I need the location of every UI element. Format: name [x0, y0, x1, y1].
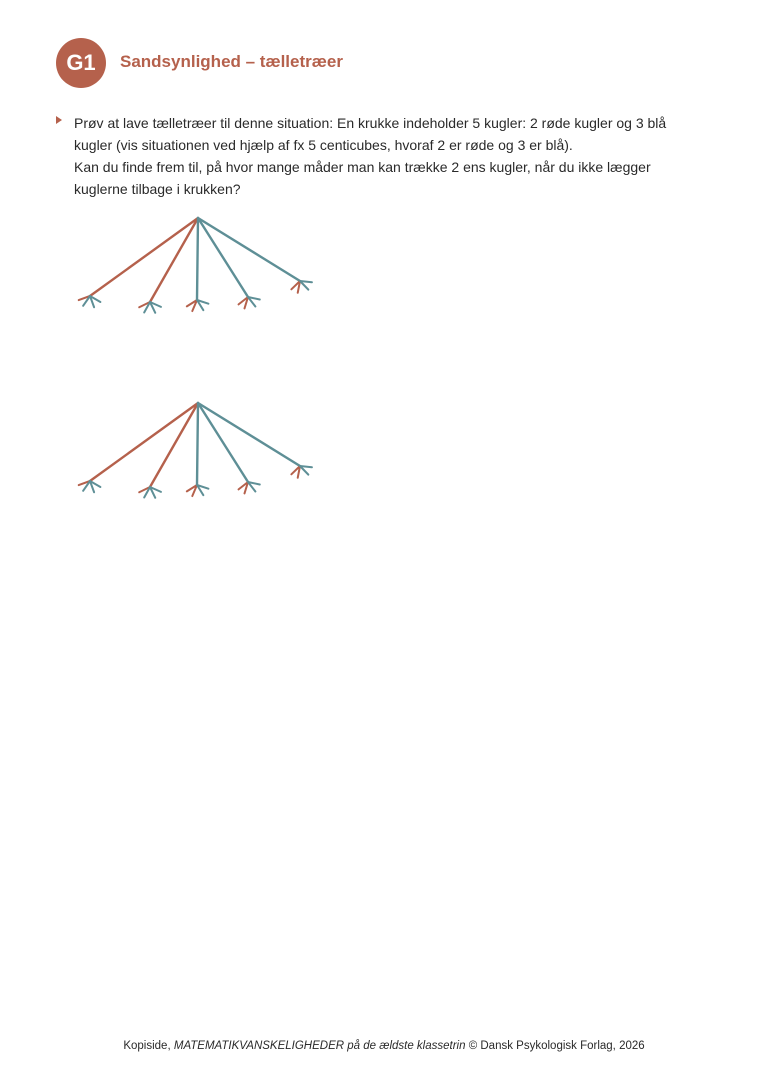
- task-text: [74, 112, 676, 200]
- footer: [0, 1040, 768, 1052]
- task-instruction: Prøv at lave tælletræer til denne situation: En krukke indeholder 5 kugler: 2 røde kugler og 3 blå kugler (vis situationen ved hjælp af fx 5 centicubes, hvoraf 2 er røde og 3 er blå).: [74, 115, 667, 153]
- tree-branch-blue: [197, 218, 198, 300]
- tree-branch-red: [90, 403, 198, 481]
- tree-branch-red: [150, 218, 198, 302]
- footer-book-title: MATEMATIKVANSKELIGHEDER på de ældste klassetrin: [173, 1040, 466, 1052]
- tree-branch-red: [150, 403, 198, 487]
- counting-tree-1: [0, 200, 400, 340]
- tree-sub-branch-blue: [300, 466, 312, 467]
- footer-prefix: Kopiside,: [123, 1040, 174, 1052]
- footer-copyright: © Dansk Psykologisk Forlag, 2026: [465, 1040, 645, 1052]
- task-block: [56, 112, 676, 200]
- section-badge: G1: [56, 38, 106, 88]
- tree-branch-red: [90, 218, 198, 296]
- page-title: Sandsynlighed – tælletræer: [120, 52, 343, 71]
- tree-branch-blue: [197, 403, 198, 485]
- tree-branch-blue: [198, 218, 300, 281]
- tree-branch-blue: [198, 218, 248, 297]
- counting-tree-2: [0, 385, 400, 525]
- triangle-bullet-icon: [56, 116, 62, 124]
- task-question: Kan du finde frem til, på hvor mange måder man kan trække 2 ens kugler, når du ikke lægger kuglerne tilbage i krukken?: [74, 159, 651, 197]
- tree-branch-blue: [198, 403, 300, 466]
- tree-sub-branch-blue: [300, 281, 312, 282]
- tree-branch-blue: [198, 403, 248, 482]
